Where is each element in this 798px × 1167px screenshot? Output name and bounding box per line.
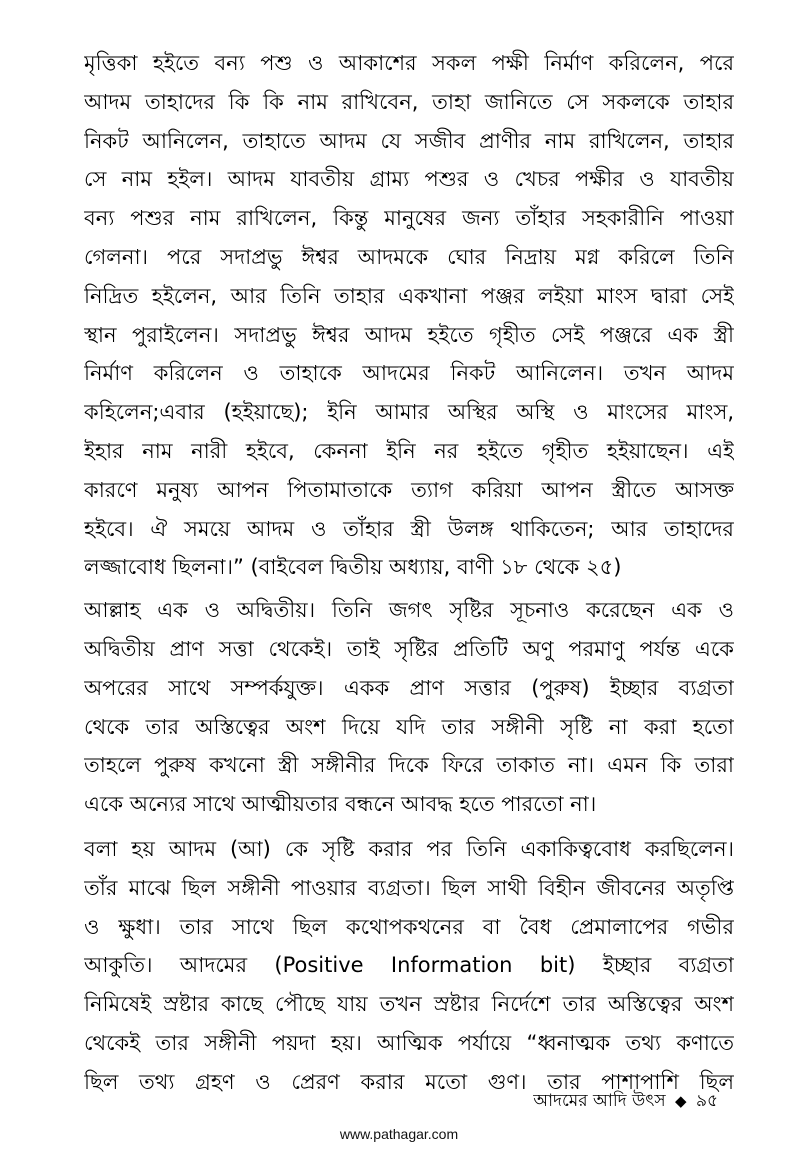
page-footer <box>533 1088 718 1116</box>
text-line: থেকেই তার সঙ্গীনী পয়দা হয়। আত্মিক পর্যায়ে “ধ্বনাত্মক তথ্য কণাতে <box>84 1030 734 1055</box>
text-line: নিদ্রিত হইলেন, আর তিনি তাহার একখানা পঞ্জর লইয়া মাংস দ্বারা সেই <box>84 283 734 308</box>
text-line: তাঁর মাঝে ছিল সঙ্গীনী পাওয়ার ব্যগ্রতা। ছিল সাথী বিহীন জীবনের অতৃপ্তি <box>84 875 734 900</box>
paragraph-adam-loneliness <box>84 830 734 1102</box>
website-watermark: www.pathagar.com <box>339 1126 459 1142</box>
text-line: আল্লাহ এক ও অদ্বিতীয়। তিনি জগৎ সৃষ্টির সূচনাও করেছেন এক ও <box>84 598 734 623</box>
text-line: আদম তাহাদের কি কি নাম রাখিবেন, তাহা জানিতে সে সকলকে তাহার <box>84 89 734 114</box>
text-line: একে অন্যের সাথে আত্মীয়তার বন্ধনে আবদ্ধ হতে পারতো না। <box>84 792 597 817</box>
paragraph-allah-oneness <box>84 591 734 824</box>
text-line: লজ্জাবোধ ছিলনা।” (বাইবেল দ্বিতীয় অধ্যায়, বাণী ১৮ থেকে ২৫) <box>84 555 622 580</box>
paragraph-bible-quote <box>84 44 734 587</box>
text-line: কহিলেন;এবার (হইয়াছে); ইনি আমার অস্থির অস্থি ও মাংসের মাংস, <box>84 400 734 425</box>
text-line: অদ্বিতীয় প্রাণ সত্তা থেকেই। তাই সৃষ্টির প্রতিটি অণু পরমাণু পর্যন্ত একে <box>84 636 734 661</box>
text-line: ইহার নাম নারী হইবে, কেননা ইনি নর হইতে গৃহীত হইয়াছেন। এই <box>84 438 734 463</box>
page-body-text <box>84 44 734 1102</box>
text-line: বলা হয় আদম (আ) কে সৃষ্টি করার পর তিনি একাকিত্ববোধ করছিলেন। <box>84 836 734 861</box>
text-line: মৃত্তিকা হইতে বন্য পশু ও আকাশের সকল পক্ষী নির্মাণ করিলেন, পরে <box>84 51 734 75</box>
text-line: থেকে তার অস্তিত্বের অংশ দিয়ে যদি তার সঙ্গীনী সৃষ্টি না করা হতো <box>84 714 734 739</box>
text-line: নিমিষেই স্রষ্টার কাছে পৌছে যায় তখন স্রষ্টার নির্দেশে তার অস্তিত্বের অংশ <box>84 992 734 1017</box>
text-line: গেলনা। পরে সদাপ্রভু ঈশ্বর আদমকে ঘোর নিদ্রায় মগ্ন করিলে তিনি <box>84 244 734 269</box>
page-number: ৯৫ <box>695 1091 718 1111</box>
text-line: স্থান পুরাইলেন। সদাপ্রভু ঈশ্বর আদম হইতে গৃহীত সেই পঞ্জরে এক স্ত্রী <box>84 322 734 347</box>
text-line: বন্য পশুর নাম রাখিলেন, কিন্তু মানুষের জন্য তাঁহার সহকারীনি পাওয়া <box>84 206 734 231</box>
text-line: আকুতি। আদমের (Positive Information bit) ইচ্ছার ব্যগ্রতা <box>84 953 734 978</box>
text-line: তাহলে পুরুষ কখনো স্ত্রী সঙ্গীনীর দিকে ফিরে তাকাত না। এমন কি তারা <box>84 753 734 778</box>
running-title: আদমের আদি উৎস <box>533 1091 666 1111</box>
text-line: কারণে মনুষ্য আপন পিতামাতাকে ত্যাগ করিয়া আপন স্ত্রীতে আসক্ত <box>84 477 734 502</box>
text-line: নির্মাণ করিলেন ও তাহাকে আদমের নিকট আনিলেন। তখন আদম <box>84 361 734 386</box>
text-line: নিকট আনিলেন, তাহাতে আদম যে সজীব প্রাণীর নাম রাখিলেন, তাহার <box>84 128 734 153</box>
diamond-separator-icon: ◆ <box>674 1092 687 1110</box>
text-line: অপরের সাথে সম্পর্কযুক্ত। একক প্রাণ সত্তার (পুরুষ) ইচ্ছার ব্যগ্রতা <box>84 675 734 700</box>
text-line: ছিল তথ্য গ্রহণ ও প্রেরণ করার মতো গুণ। তার পাশাপাশি ছিল <box>84 1069 734 1094</box>
text-line: হইবে। ঐ সময়ে আদম ও তাঁহার স্ত্রী উলঙ্গ থাকিতেন; আর তাহাদের <box>84 516 734 541</box>
text-line: সে নাম হইল। আদম যাবতীয় গ্রাম্য পশুর ও খেচর পক্ষীর ও যাবতীয় <box>84 167 734 192</box>
text-line: ও ক্ষুধা। তার সাথে ছিল কথোপকথনের বা বৈধ প্রেমালাপের গভীর <box>84 914 734 939</box>
